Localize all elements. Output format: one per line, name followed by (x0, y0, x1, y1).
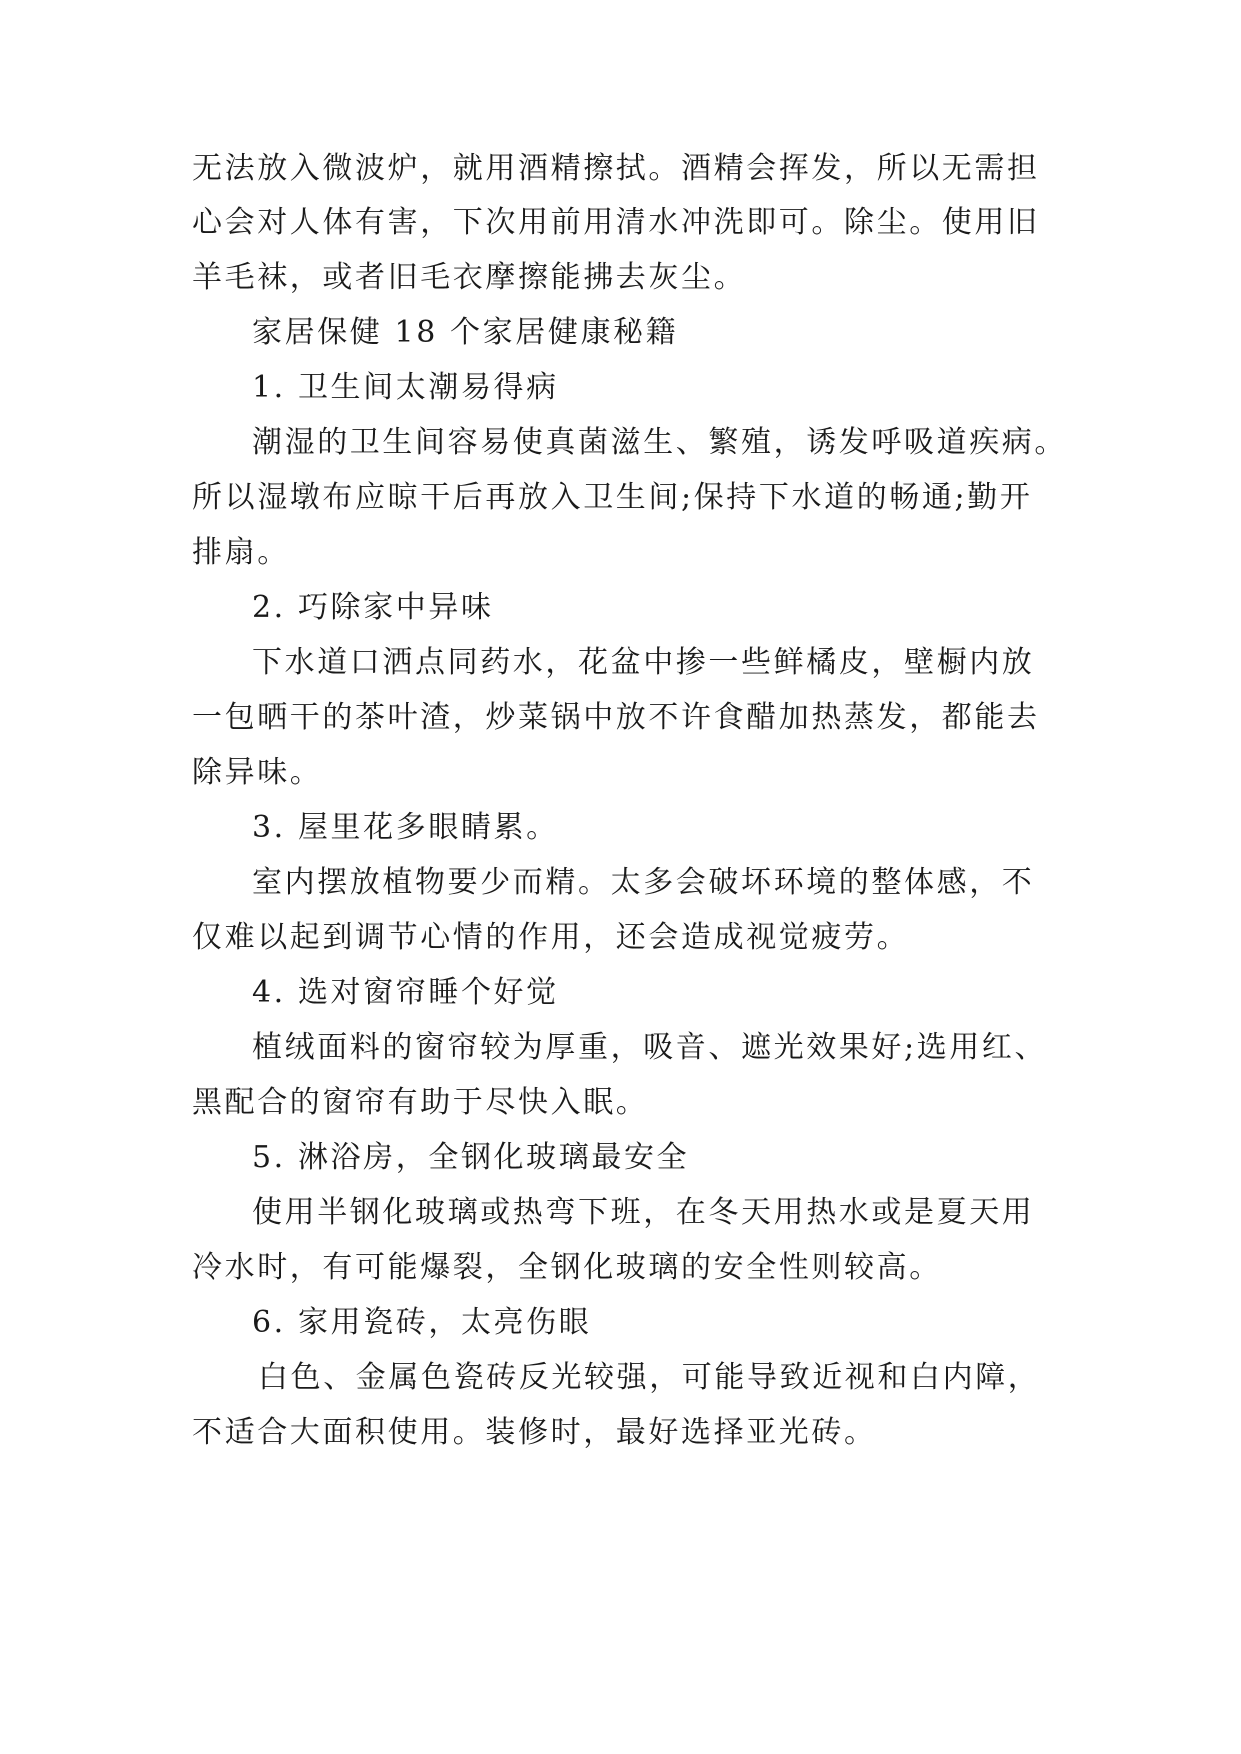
paragraph-line: 所以湿墩布应晾干后再放入卫生间;保持下水道的畅通;勤开 (192, 480, 1033, 515)
paragraph-line: 室内摆放植物要少而精。太多会破坏环境的整体感，不 (252, 865, 1035, 900)
item-heading-2: 2. 巧除家中异味 (252, 590, 494, 625)
paragraph-line: 下水道口洒点同药水，花盆中掺一些鲜橘皮，壁橱内放 (252, 645, 1035, 680)
paragraph-line: 一包晒干的茶叶渣，炒菜锅中放不许食醋加热蒸发，都能去 (192, 700, 1040, 735)
item-heading-3: 3. 屋里花多眼睛累。 (252, 810, 559, 845)
paragraph-line: 仅难以起到调节心情的作用，还会造成视觉疲劳。 (192, 920, 910, 955)
paragraph-line: 植绒面料的窗帘较为厚重，吸音、遮光效果好;选用红、 (252, 1030, 1048, 1065)
item-heading-6: 6. 家用瓷砖，太亮伤眼 (252, 1305, 592, 1340)
paragraph-line: 白色、金属色瓷砖反光较强，可能导致近视和白内障， (258, 1360, 1041, 1395)
section-heading: 家居保健 18 个家居健康秘籍 (252, 315, 679, 350)
item-heading-1: 1. 卫生间太潮易得病 (252, 370, 559, 405)
item-heading-4: 4. 选对窗帘睡个好觉 (252, 975, 559, 1010)
paragraph-line: 心会对人体有害，下次用前用清水冲洗即可。除尘。使用旧 (192, 205, 1040, 240)
paragraph-line: 使用半钢化玻璃或热弯下班，在冬天用热水或是夏天用 (252, 1195, 1035, 1230)
paragraph-line: 黑配合的窗帘有助于尽快入眠。 (192, 1085, 649, 1120)
item-heading-5: 5. 淋浴房，全钢化玻璃最安全 (252, 1140, 690, 1175)
paragraph-line: 冷水时，有可能爆裂，全钢化玻璃的安全性则较高。 (192, 1250, 942, 1285)
paragraph-line: 羊毛袜，或者旧毛衣摩擦能拂去灰尘。 (192, 260, 747, 295)
paragraph-line: 无法放入微波炉，就用酒精擦拭。酒精会挥发，所以无需担 (192, 151, 1040, 186)
paragraph-line: 不适合大面积使用。装修时，最好选择亚光砖。 (192, 1415, 877, 1450)
paragraph-line: 排扇。 (192, 535, 290, 570)
paragraph-line: 潮湿的卫生间容易使真菌滋生、繁殖，诱发呼吸道疾病。 (252, 425, 1067, 460)
paragraph-line: 除异味。 (192, 755, 323, 790)
